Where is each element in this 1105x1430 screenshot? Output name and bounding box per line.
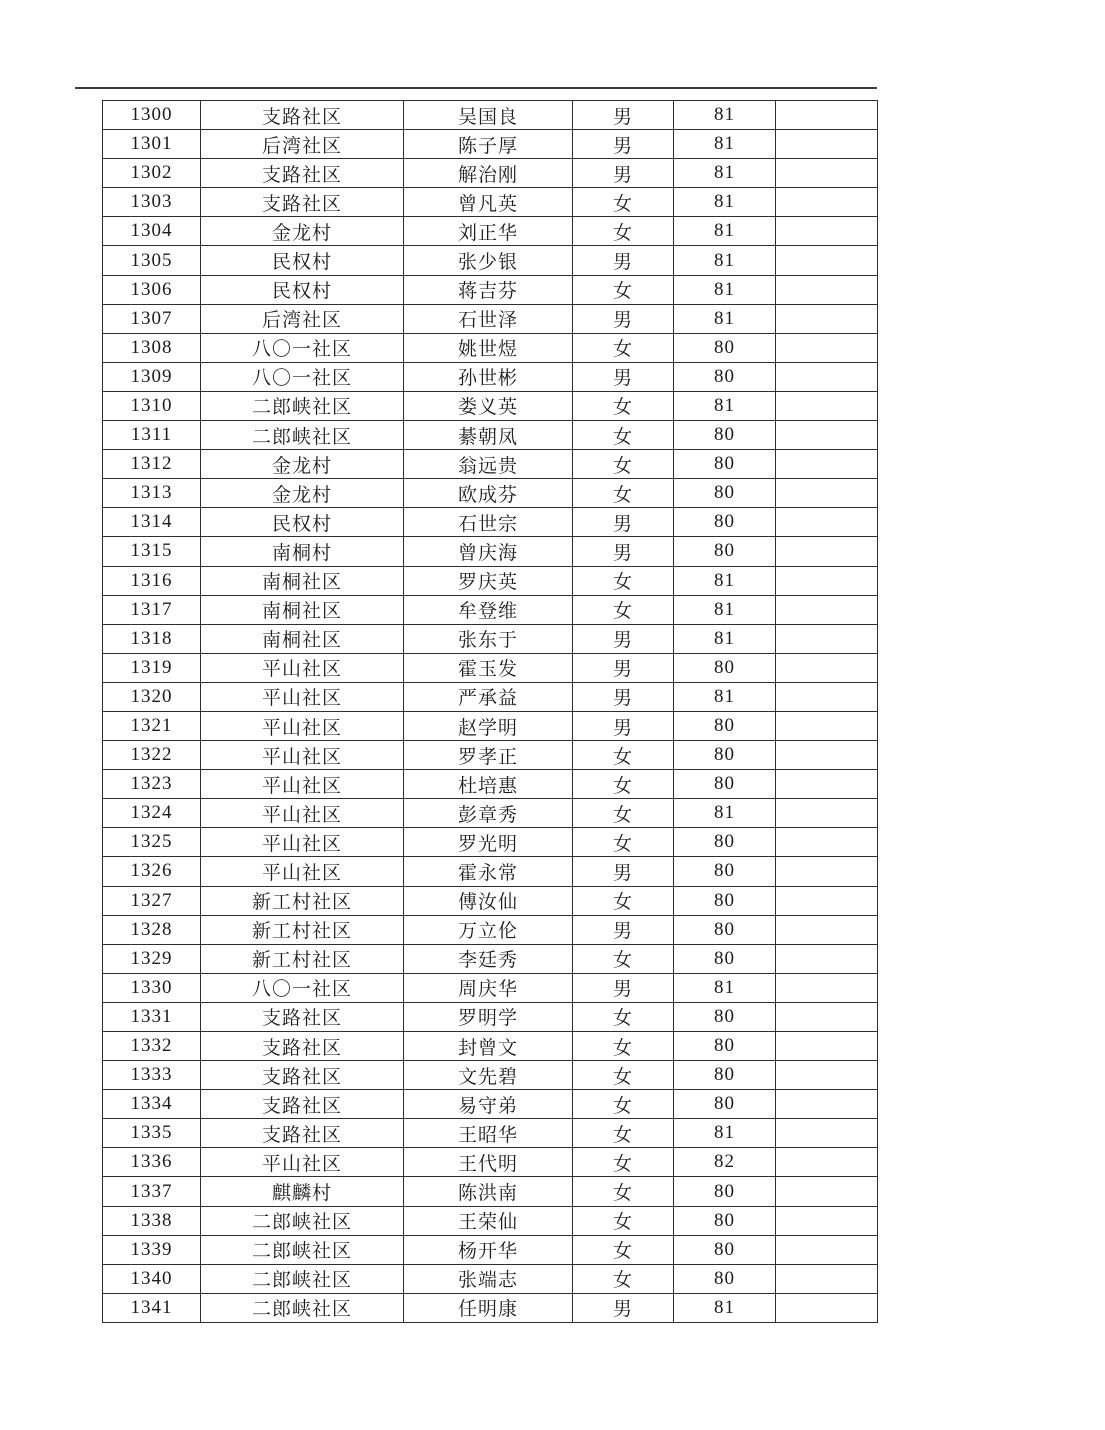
table-row xyxy=(103,770,878,799)
cell-gender: 女 xyxy=(573,450,674,479)
cell-gender: 女 xyxy=(573,1002,674,1031)
cell-note xyxy=(776,857,878,886)
cell-name: 张少银 xyxy=(404,246,573,275)
cell-id: 1334 xyxy=(103,1090,201,1119)
cell-place: 支路社区 xyxy=(201,1032,404,1061)
cell-gender: 男 xyxy=(573,508,674,537)
cell-note xyxy=(776,682,878,711)
cell-gender: 女 xyxy=(573,1119,674,1148)
cell-gender: 女 xyxy=(573,333,674,362)
cell-place: 金龙村 xyxy=(201,217,404,246)
cell-age: 81 xyxy=(674,188,776,217)
cell-id: 1314 xyxy=(103,508,201,537)
cell-note xyxy=(776,973,878,1002)
cell-gender: 男 xyxy=(573,159,674,188)
cell-place: 二郎峡社区 xyxy=(201,1264,404,1293)
cell-name: 万立伦 xyxy=(404,915,573,944)
cell-note xyxy=(776,770,878,799)
cell-age: 80 xyxy=(674,944,776,973)
table-row xyxy=(103,624,878,653)
table-row xyxy=(103,566,878,595)
cell-id: 1311 xyxy=(103,421,201,450)
cell-place: 支路社区 xyxy=(201,1061,404,1090)
clipped-previous-row-border xyxy=(75,87,877,89)
cell-note xyxy=(776,537,878,566)
cell-id: 1312 xyxy=(103,450,201,479)
cell-age: 81 xyxy=(674,799,776,828)
cell-note xyxy=(776,130,878,159)
cell-gender: 女 xyxy=(573,421,674,450)
cell-note xyxy=(776,333,878,362)
cell-name: 任明康 xyxy=(404,1293,573,1322)
cell-age: 80 xyxy=(674,741,776,770)
table-row xyxy=(103,1002,878,1031)
cell-id: 1340 xyxy=(103,1264,201,1293)
cell-id: 1322 xyxy=(103,741,201,770)
table-row xyxy=(103,1177,878,1206)
table-row xyxy=(103,101,878,130)
cell-note xyxy=(776,159,878,188)
table-row xyxy=(103,711,878,740)
cell-age: 81 xyxy=(674,159,776,188)
cell-age: 81 xyxy=(674,217,776,246)
table-row xyxy=(103,1119,878,1148)
cell-note xyxy=(776,624,878,653)
table-row xyxy=(103,595,878,624)
cell-gender: 女 xyxy=(573,217,674,246)
cell-id: 1318 xyxy=(103,624,201,653)
cell-id: 1331 xyxy=(103,1002,201,1031)
cell-name: 王昭华 xyxy=(404,1119,573,1148)
cell-gender: 女 xyxy=(573,741,674,770)
cell-name: 王荣仙 xyxy=(404,1206,573,1235)
table-row xyxy=(103,653,878,682)
cell-name: 吴国良 xyxy=(404,101,573,130)
cell-age: 80 xyxy=(674,333,776,362)
cell-gender: 女 xyxy=(573,770,674,799)
cell-name: 刘正华 xyxy=(404,217,573,246)
cell-place: 支路社区 xyxy=(201,1119,404,1148)
cell-gender: 男 xyxy=(573,711,674,740)
table-row xyxy=(103,362,878,391)
cell-age: 81 xyxy=(674,130,776,159)
cell-note xyxy=(776,101,878,130)
cell-id: 1308 xyxy=(103,333,201,362)
cell-name: 傅汝仙 xyxy=(404,886,573,915)
cell-gender: 男 xyxy=(573,624,674,653)
cell-id: 1335 xyxy=(103,1119,201,1148)
cell-age: 81 xyxy=(674,101,776,130)
cell-name: 牟登维 xyxy=(404,595,573,624)
cell-gender: 女 xyxy=(573,1235,674,1264)
cell-age: 80 xyxy=(674,537,776,566)
cell-place: 二郎峡社区 xyxy=(201,1206,404,1235)
cell-name: 文先碧 xyxy=(404,1061,573,1090)
cell-name: 罗庆英 xyxy=(404,566,573,595)
cell-note xyxy=(776,450,878,479)
table-row xyxy=(103,159,878,188)
cell-place: 后湾社区 xyxy=(201,130,404,159)
cell-age: 80 xyxy=(674,886,776,915)
table-row xyxy=(103,188,878,217)
cell-gender: 男 xyxy=(573,537,674,566)
cell-id: 1339 xyxy=(103,1235,201,1264)
cell-note xyxy=(776,421,878,450)
cell-note xyxy=(776,653,878,682)
cell-name: 曾凡英 xyxy=(404,188,573,217)
cell-note xyxy=(776,304,878,333)
cell-place: 麒麟村 xyxy=(201,1177,404,1206)
cell-age: 80 xyxy=(674,421,776,450)
cell-place: 民权村 xyxy=(201,275,404,304)
cell-gender: 女 xyxy=(573,479,674,508)
cell-note xyxy=(776,246,878,275)
cell-age: 80 xyxy=(674,1032,776,1061)
cell-place: 新工村社区 xyxy=(201,915,404,944)
cell-name: 易守弟 xyxy=(404,1090,573,1119)
cell-id: 1324 xyxy=(103,799,201,828)
cell-name: 石世泽 xyxy=(404,304,573,333)
cell-name: 严承益 xyxy=(404,682,573,711)
cell-note xyxy=(776,828,878,857)
cell-name: 杜培惠 xyxy=(404,770,573,799)
cell-name: 石世宗 xyxy=(404,508,573,537)
table-row xyxy=(103,246,878,275)
cell-place: 支路社区 xyxy=(201,101,404,130)
cell-id: 1317 xyxy=(103,595,201,624)
cell-note xyxy=(776,217,878,246)
cell-place: 新工村社区 xyxy=(201,944,404,973)
cell-gender: 男 xyxy=(573,915,674,944)
cell-age: 80 xyxy=(674,479,776,508)
cell-place: 民权村 xyxy=(201,508,404,537)
cell-note xyxy=(776,362,878,391)
cell-id: 1309 xyxy=(103,362,201,391)
cell-id: 1327 xyxy=(103,886,201,915)
cell-note xyxy=(776,1148,878,1177)
cell-id: 1301 xyxy=(103,130,201,159)
cell-age: 80 xyxy=(674,1177,776,1206)
cell-name: 杨开华 xyxy=(404,1235,573,1264)
cell-name: 姚世煜 xyxy=(404,333,573,362)
cell-age: 81 xyxy=(674,275,776,304)
cell-name: 赵学明 xyxy=(404,711,573,740)
cell-place: 支路社区 xyxy=(201,1090,404,1119)
cell-note xyxy=(776,1177,878,1206)
table-row xyxy=(103,1264,878,1293)
cell-gender: 男 xyxy=(573,1293,674,1322)
cell-gender: 男 xyxy=(573,304,674,333)
table-row xyxy=(103,886,878,915)
table-row xyxy=(103,391,878,420)
cell-name: 曾庆海 xyxy=(404,537,573,566)
cell-gender: 女 xyxy=(573,944,674,973)
cell-place: 平山社区 xyxy=(201,711,404,740)
cell-name: 欧成芬 xyxy=(404,479,573,508)
cell-place: 平山社区 xyxy=(201,770,404,799)
table-row xyxy=(103,1032,878,1061)
cell-age: 81 xyxy=(674,566,776,595)
cell-age: 80 xyxy=(674,857,776,886)
cell-age: 80 xyxy=(674,508,776,537)
cell-place: 新工村社区 xyxy=(201,886,404,915)
cell-id: 1325 xyxy=(103,828,201,857)
table-row xyxy=(103,450,878,479)
cell-gender: 男 xyxy=(573,246,674,275)
cell-age: 80 xyxy=(674,711,776,740)
cell-note xyxy=(776,1264,878,1293)
cell-gender: 男 xyxy=(573,130,674,159)
cell-place: 八〇一社区 xyxy=(201,973,404,1002)
cell-name: 张东于 xyxy=(404,624,573,653)
cell-age: 80 xyxy=(674,1264,776,1293)
cell-age: 80 xyxy=(674,1235,776,1264)
cell-age: 81 xyxy=(674,624,776,653)
cell-name: 罗孝正 xyxy=(404,741,573,770)
cell-age: 80 xyxy=(674,362,776,391)
cell-place: 南桐村 xyxy=(201,537,404,566)
cell-note xyxy=(776,508,878,537)
cell-gender: 男 xyxy=(573,682,674,711)
table-row xyxy=(103,130,878,159)
cell-name: 李廷秀 xyxy=(404,944,573,973)
cell-place: 支路社区 xyxy=(201,159,404,188)
table-row xyxy=(103,915,878,944)
cell-id: 1315 xyxy=(103,537,201,566)
cell-id: 1313 xyxy=(103,479,201,508)
cell-note xyxy=(776,1032,878,1061)
cell-id: 1303 xyxy=(103,188,201,217)
cell-id: 1321 xyxy=(103,711,201,740)
cell-place: 金龙村 xyxy=(201,479,404,508)
cell-gender: 女 xyxy=(573,391,674,420)
cell-age: 81 xyxy=(674,682,776,711)
cell-place: 平山社区 xyxy=(201,1148,404,1177)
cell-place: 金龙村 xyxy=(201,450,404,479)
cell-name: 娄义英 xyxy=(404,391,573,420)
cell-gender: 女 xyxy=(573,1148,674,1177)
cell-note xyxy=(776,275,878,304)
cell-age: 80 xyxy=(674,1002,776,1031)
cell-age: 81 xyxy=(674,246,776,275)
table-row xyxy=(103,944,878,973)
cell-name: 罗明学 xyxy=(404,1002,573,1031)
cell-place: 南桐社区 xyxy=(201,624,404,653)
cell-note xyxy=(776,799,878,828)
cell-id: 1300 xyxy=(103,101,201,130)
cell-name: 陈洪南 xyxy=(404,1177,573,1206)
cell-id: 1306 xyxy=(103,275,201,304)
table-row xyxy=(103,217,878,246)
cell-gender: 女 xyxy=(573,275,674,304)
cell-gender: 男 xyxy=(573,653,674,682)
cell-note xyxy=(776,1002,878,1031)
cell-name: 周庆华 xyxy=(404,973,573,1002)
records-table xyxy=(102,100,878,1323)
cell-note xyxy=(776,188,878,217)
cell-id: 1336 xyxy=(103,1148,201,1177)
cell-age: 80 xyxy=(674,1206,776,1235)
cell-place: 八〇一社区 xyxy=(201,333,404,362)
table-row xyxy=(103,741,878,770)
cell-place: 平山社区 xyxy=(201,828,404,857)
cell-note xyxy=(776,391,878,420)
cell-name: 封曾文 xyxy=(404,1032,573,1061)
cell-gender: 男 xyxy=(573,101,674,130)
table-row xyxy=(103,333,878,362)
cell-place: 支路社区 xyxy=(201,1002,404,1031)
table-row xyxy=(103,1293,878,1322)
table-row xyxy=(103,1235,878,1264)
table-row xyxy=(103,682,878,711)
table-row xyxy=(103,508,878,537)
cell-place: 二郎峡社区 xyxy=(201,1235,404,1264)
table-row xyxy=(103,973,878,1002)
cell-name: 王代明 xyxy=(404,1148,573,1177)
cell-id: 1316 xyxy=(103,566,201,595)
cell-age: 81 xyxy=(674,304,776,333)
cell-age: 80 xyxy=(674,450,776,479)
cell-gender: 女 xyxy=(573,188,674,217)
cell-id: 1337 xyxy=(103,1177,201,1206)
cell-note xyxy=(776,1061,878,1090)
cell-age: 80 xyxy=(674,770,776,799)
cell-place: 后湾社区 xyxy=(201,304,404,333)
cell-place: 二郎峡社区 xyxy=(201,391,404,420)
cell-note xyxy=(776,944,878,973)
cell-age: 80 xyxy=(674,828,776,857)
cell-note xyxy=(776,741,878,770)
cell-id: 1310 xyxy=(103,391,201,420)
table-row xyxy=(103,828,878,857)
cell-age: 81 xyxy=(674,391,776,420)
cell-note xyxy=(776,886,878,915)
cell-id: 1333 xyxy=(103,1061,201,1090)
cell-name: 孙世彬 xyxy=(404,362,573,391)
cell-place: 八〇一社区 xyxy=(201,362,404,391)
cell-id: 1307 xyxy=(103,304,201,333)
cell-gender: 女 xyxy=(573,1061,674,1090)
cell-note xyxy=(776,711,878,740)
cell-note xyxy=(776,1119,878,1148)
table-row xyxy=(103,1061,878,1090)
cell-age: 82 xyxy=(674,1148,776,1177)
cell-gender: 男 xyxy=(573,362,674,391)
cell-name: 霍永常 xyxy=(404,857,573,886)
cell-id: 1304 xyxy=(103,217,201,246)
table-row xyxy=(103,537,878,566)
cell-note xyxy=(776,1090,878,1119)
cell-note xyxy=(776,915,878,944)
cell-age: 81 xyxy=(674,1119,776,1148)
table-row xyxy=(103,1148,878,1177)
cell-gender: 女 xyxy=(573,595,674,624)
table-row xyxy=(103,857,878,886)
cell-note xyxy=(776,1293,878,1322)
cell-place: 南桐社区 xyxy=(201,595,404,624)
cell-place: 二郎峡社区 xyxy=(201,421,404,450)
cell-id: 1328 xyxy=(103,915,201,944)
cell-gender: 女 xyxy=(573,886,674,915)
table-row xyxy=(103,799,878,828)
cell-place: 平山社区 xyxy=(201,799,404,828)
table-row xyxy=(103,421,878,450)
cell-age: 81 xyxy=(674,973,776,1002)
cell-id: 1305 xyxy=(103,246,201,275)
cell-place: 二郎峡社区 xyxy=(201,1293,404,1322)
cell-gender: 女 xyxy=(573,1090,674,1119)
cell-name: 张端志 xyxy=(404,1264,573,1293)
cell-id: 1341 xyxy=(103,1293,201,1322)
cell-name: 解治刚 xyxy=(404,159,573,188)
cell-gender: 女 xyxy=(573,828,674,857)
cell-name: 霍玉发 xyxy=(404,653,573,682)
cell-name: 蒋吉芬 xyxy=(404,275,573,304)
cell-gender: 男 xyxy=(573,857,674,886)
cell-age: 80 xyxy=(674,653,776,682)
cell-id: 1326 xyxy=(103,857,201,886)
cell-age: 80 xyxy=(674,1090,776,1119)
table-row xyxy=(103,304,878,333)
cell-gender: 男 xyxy=(573,973,674,1002)
cell-id: 1338 xyxy=(103,1206,201,1235)
cell-id: 1332 xyxy=(103,1032,201,1061)
cell-age: 81 xyxy=(674,1293,776,1322)
cell-place: 平山社区 xyxy=(201,741,404,770)
cell-id: 1329 xyxy=(103,944,201,973)
cell-age: 81 xyxy=(674,595,776,624)
cell-gender: 女 xyxy=(573,1032,674,1061)
cell-place: 南桐社区 xyxy=(201,566,404,595)
table-row xyxy=(103,275,878,304)
cell-gender: 女 xyxy=(573,799,674,828)
cell-note xyxy=(776,479,878,508)
cell-place: 平山社区 xyxy=(201,857,404,886)
cell-id: 1330 xyxy=(103,973,201,1002)
cell-gender: 女 xyxy=(573,1206,674,1235)
cell-place: 平山社区 xyxy=(201,653,404,682)
cell-place: 民权村 xyxy=(201,246,404,275)
cell-name: 翁远贵 xyxy=(404,450,573,479)
cell-place: 平山社区 xyxy=(201,682,404,711)
cell-name: 罗光明 xyxy=(404,828,573,857)
cell-note xyxy=(776,566,878,595)
table-row xyxy=(103,1090,878,1119)
cell-id: 1323 xyxy=(103,770,201,799)
cell-name: 彭章秀 xyxy=(404,799,573,828)
cell-age: 80 xyxy=(674,915,776,944)
cell-id: 1302 xyxy=(103,159,201,188)
cell-gender: 女 xyxy=(573,1177,674,1206)
cell-name: 綦朝凤 xyxy=(404,421,573,450)
cell-gender: 女 xyxy=(573,566,674,595)
cell-place: 支路社区 xyxy=(201,188,404,217)
cell-id: 1319 xyxy=(103,653,201,682)
cell-gender: 女 xyxy=(573,1264,674,1293)
table-row xyxy=(103,1206,878,1235)
cell-note xyxy=(776,595,878,624)
table-row xyxy=(103,479,878,508)
cell-note xyxy=(776,1206,878,1235)
records-table-body xyxy=(103,101,878,1323)
cell-name: 陈子厚 xyxy=(404,130,573,159)
cell-age: 80 xyxy=(674,1061,776,1090)
cell-note xyxy=(776,1235,878,1264)
cell-id: 1320 xyxy=(103,682,201,711)
